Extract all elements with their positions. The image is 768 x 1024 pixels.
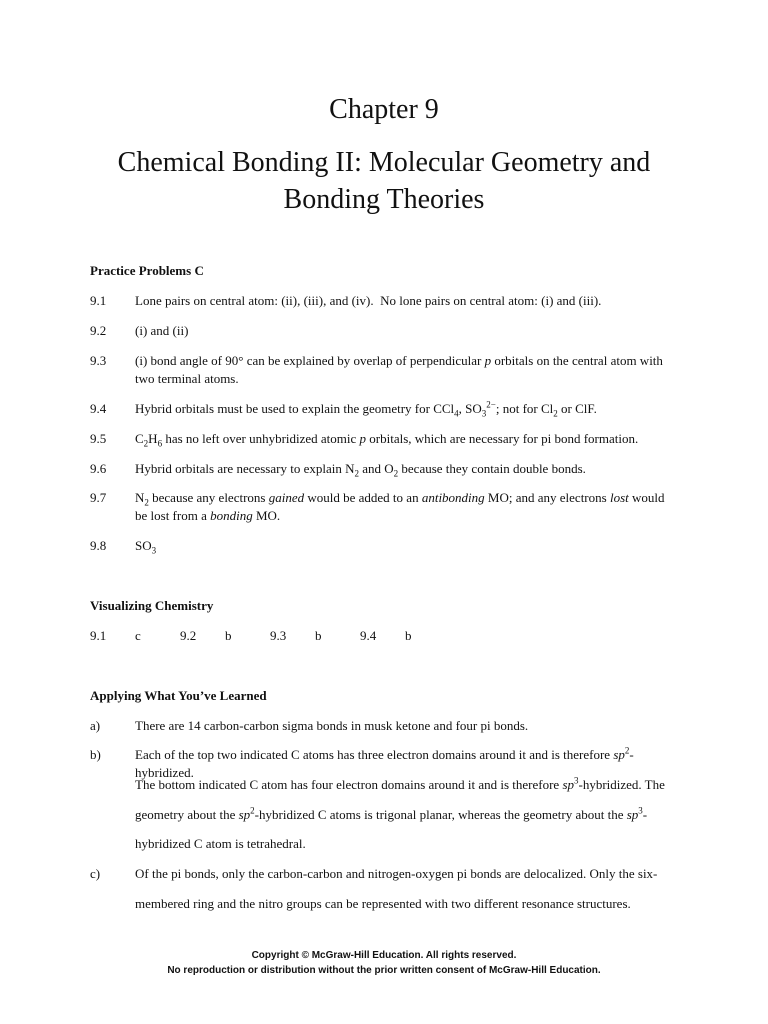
practice-num: 9.4 bbox=[90, 401, 107, 416]
practice-num: 9.6 bbox=[90, 461, 107, 476]
practice-answer: $SO_3$ bbox=[135, 538, 157, 556]
practice-answer: Lone pairs on central atom: (ii), (iii), and (iv). No lone pairs on central atom: (i) and (iii). bbox=[135, 293, 602, 308]
visualizing-num: 9.2 bbox=[180, 628, 197, 643]
practice-num: 9.8 bbox=[90, 538, 107, 553]
applying-answer-line: geometry about the $sp^2$-hybridized C atoms is trigonal planar, whereas the geometry about the $sp^3-$ bbox=[135, 805, 648, 822]
practice-num: 9.3 bbox=[90, 353, 107, 368]
practice-answer: (i) bond angle of 90° can be explained by overlap of perpendicular p orbitals on the central atom with two terminal atoms. bbox=[135, 353, 663, 386]
visualizing-num: 9.1 bbox=[90, 628, 107, 643]
chapter-title-line-1: Chemical Bonding II: Molecular Geometry and bbox=[117, 147, 651, 178]
practice-answer: $N_2$ because any electrons gained would be added to an antibonding MO; and any electrons lost would be lost from a bonding MO. bbox=[135, 490, 665, 523]
practice-num: 9.5 bbox=[90, 431, 107, 446]
visualizing-num: 9.4 bbox=[360, 628, 377, 643]
chapter-number: Chapter 9 bbox=[329, 94, 439, 125]
applying-answer-line: Of the pi bonds, only the carbon-carbon and nitrogen-oxygen pi bonds are delocalized. Only the six- bbox=[135, 866, 658, 881]
applying-answer-line: membered ring and the nitro groups can be represented with two different resonance structures. bbox=[135, 896, 631, 911]
distribution-notice: No reproduction or distribution without the prior written consent of McGraw-Hill Education. bbox=[167, 965, 601, 976]
applying-answer-line: The bottom indicated C atom has four electron domains around it and is therefore $sp^3$-hybridized. The bbox=[135, 775, 665, 792]
visualizing-answer: b bbox=[225, 628, 232, 643]
applying-heading: Applying What You’ve Learned bbox=[90, 688, 267, 703]
practice-num: 9.7 bbox=[90, 490, 107, 505]
practice-heading: Practice Problems C bbox=[90, 263, 204, 278]
practice-answer: Hybrid orbitals are necessary to explain $N_2$ and $O_2$ because they contain double bonds. bbox=[135, 461, 586, 479]
practice-answer: Hybrid orbitals must be used to explain the geometry for CCl$_4$, $SO_3^{2-}$; not for $Cl_2$ or ClF. bbox=[135, 399, 597, 419]
applying-answer-line: hybridized C atom is tetrahedral. bbox=[135, 836, 306, 851]
chapter-title bbox=[0, 144, 768, 218]
visualizing-answer: b bbox=[315, 628, 322, 643]
applying-label: a) bbox=[90, 718, 101, 733]
applying-answer-line: Each of the top two indicated C atoms has three electron domains around it and is therefore $sp^2$-hybridized. bbox=[135, 745, 634, 780]
visualizing-heading: Visualizing Chemistry bbox=[90, 598, 214, 613]
practice-num: 9.2 bbox=[90, 323, 107, 338]
applying-label: b) bbox=[90, 747, 101, 762]
practice-num: 9.1 bbox=[90, 293, 107, 308]
visualizing-answer: b bbox=[405, 628, 412, 643]
visualizing-num: 9.3 bbox=[270, 628, 287, 643]
copyright-line: Copyright © McGraw-Hill Education. All rights reserved. bbox=[251, 950, 517, 961]
practice-answer: (i) and (ii) bbox=[135, 323, 189, 338]
visualizing-answer: c bbox=[135, 628, 141, 643]
practice-answer: $C_2H_6$ has no left over unhybridized atomic p orbitals, which are necessary for pi bond formation. bbox=[135, 431, 639, 449]
applying-label: c) bbox=[90, 866, 101, 881]
applying-answer: There are 14 carbon-carbon sigma bonds in musk ketone and four pi bonds. bbox=[135, 718, 529, 733]
chapter-title-line-2: Bonding Theories bbox=[283, 184, 485, 215]
